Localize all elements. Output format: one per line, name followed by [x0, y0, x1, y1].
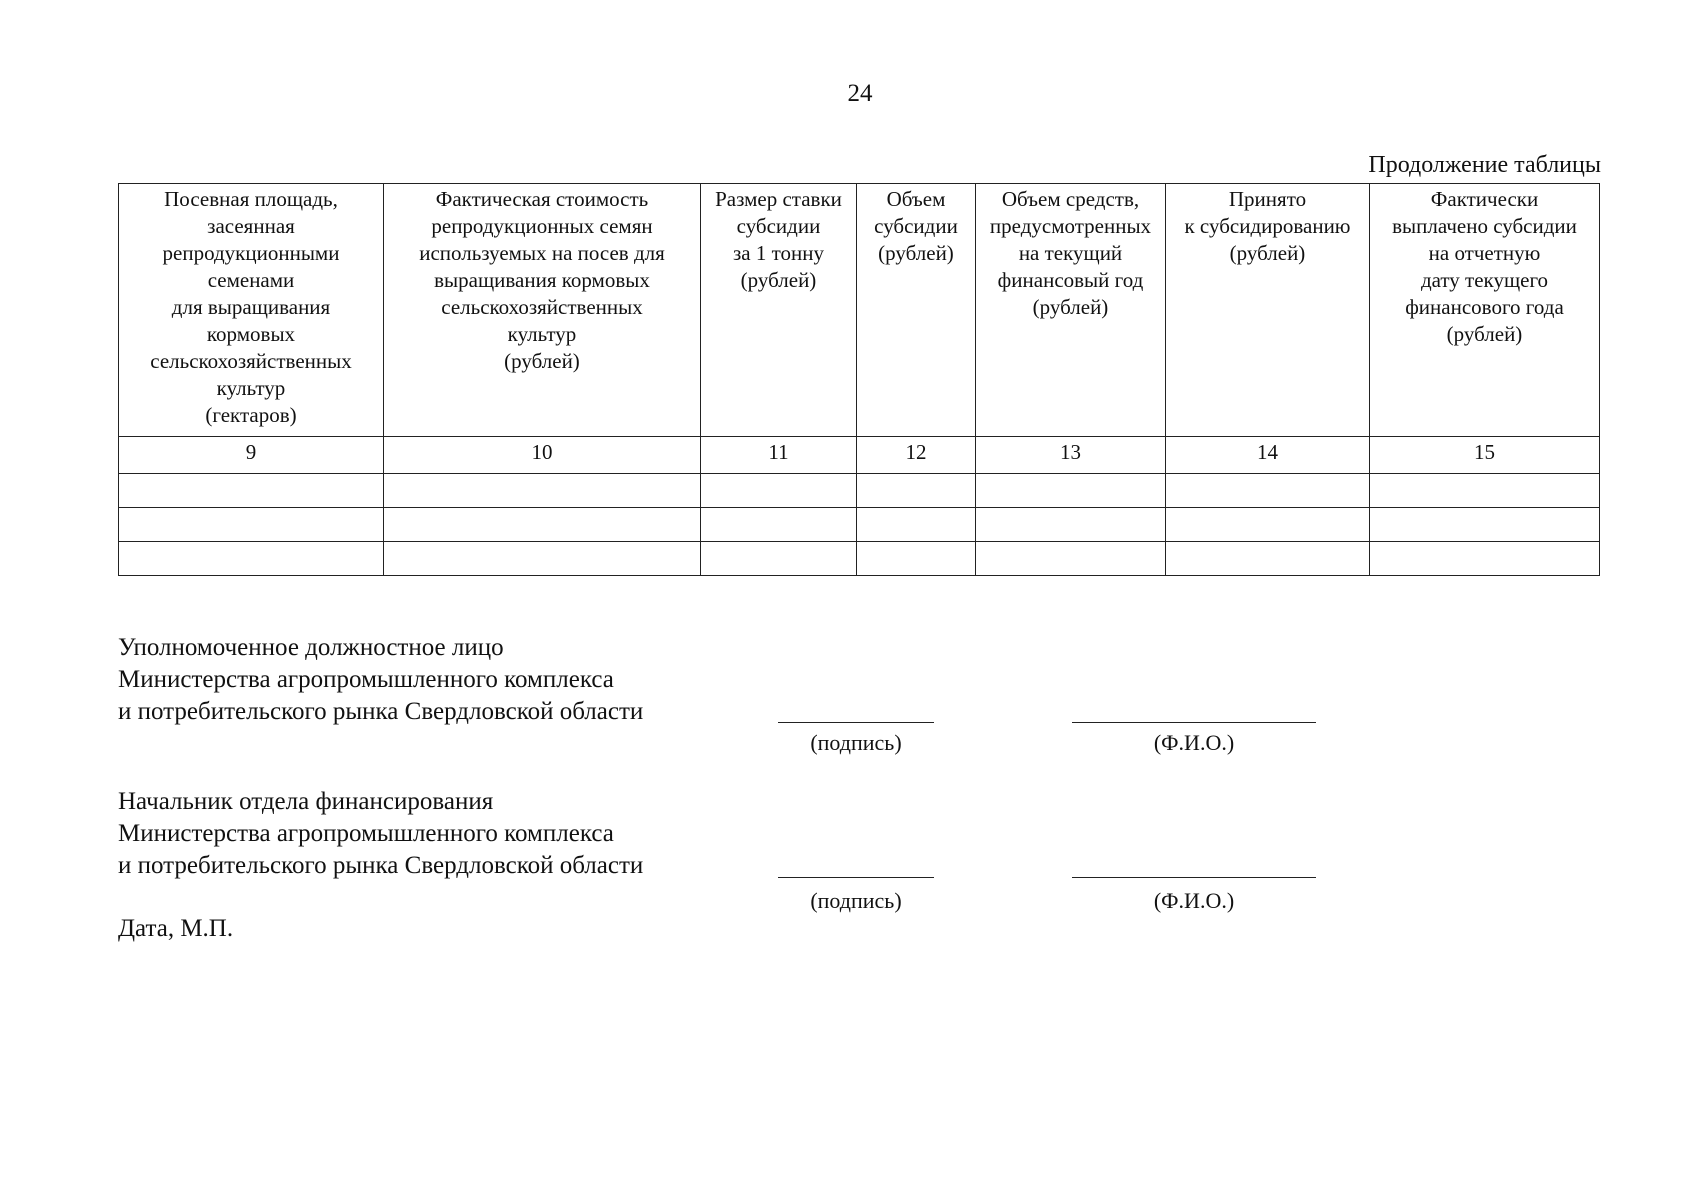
page-number: 24 [847, 80, 873, 107]
table-cell [119, 508, 384, 542]
table-row [119, 508, 1600, 542]
table-cell [701, 474, 857, 508]
signature-line [778, 722, 934, 723]
table-row [119, 474, 1600, 508]
table-cell [1166, 542, 1370, 576]
signature-title-line: и потребительского рынка Свердловской области [118, 852, 644, 879]
header-actually-paid: Фактически выплачено субсидии на отчетную дату текущего финансового года (рублей) [1370, 184, 1600, 437]
signature-caption: (подпись) [810, 888, 902, 913]
table-header-row [119, 184, 1600, 437]
signature-block-finance-head [118, 786, 643, 882]
table-row [119, 542, 1600, 576]
table-cell [857, 508, 976, 542]
column-number-row [119, 437, 1600, 474]
column-number: 9 [119, 437, 384, 474]
name-caption: (Ф.И.О.) [1153, 730, 1235, 755]
date-stamp-label: Дата, М.П. [118, 915, 234, 942]
table-cell [976, 474, 1166, 508]
signature-title-line: Уполномоченное должностное лицо [118, 634, 504, 661]
header-subsidy-volume: Объем субсидии (рублей) [857, 184, 976, 437]
table-cell [384, 542, 701, 576]
name-line [1072, 877, 1316, 878]
table-cell [1166, 508, 1370, 542]
table-cell [976, 542, 1166, 576]
signature-line [778, 877, 934, 878]
signature-title-line: Министерства агропромышленного комплекса [118, 666, 614, 693]
header-seed-cost: Фактическая стоимость репродукционных семян используемых на посев для выращивания кормовых сельскохозяйственных культур (рублей) [384, 184, 701, 437]
table-cell [119, 542, 384, 576]
header-planned-funds: Объем средств, предусмотренных на текущий финансовый год (рублей) [976, 184, 1166, 437]
table-continuation-label: Продолжение таблицы [1368, 152, 1601, 178]
table-cell [1370, 474, 1600, 508]
column-number: 15 [1370, 437, 1600, 474]
subsidy-table [118, 183, 1600, 576]
header-sown-area: Посевная площадь, засеянная репродукционными семенами для выращивания кормовых сельскохозяйственных культур (гектаров) [119, 184, 384, 437]
table-cell [1370, 508, 1600, 542]
table-cell [384, 508, 701, 542]
table-cell [857, 474, 976, 508]
name-caption: (Ф.И.О.) [1153, 888, 1235, 913]
column-number: 13 [976, 437, 1166, 474]
signature-title-line: и потребительского рынка Свердловской области [118, 698, 644, 725]
header-accepted: Принято к субсидированию (рублей) [1166, 184, 1370, 437]
table-cell [701, 542, 857, 576]
signature-title-line: Начальник отдела финансирования [118, 788, 494, 815]
table-cell [976, 508, 1166, 542]
signature-title-line: Министерства агропромышленного комплекса [118, 820, 614, 847]
signature-caption: (подпись) [810, 730, 902, 755]
column-number: 14 [1166, 437, 1370, 474]
table-cell [1166, 474, 1370, 508]
signature-block-authorized-official [118, 632, 643, 728]
table-cell [384, 474, 701, 508]
table-cell [1370, 542, 1600, 576]
name-line [1072, 722, 1316, 723]
header-rate-per-ton: Размер ставки субсидии за 1 тонну (рублей) [701, 184, 857, 437]
table-cell [857, 542, 976, 576]
column-number: 10 [384, 437, 701, 474]
table-cell [119, 474, 384, 508]
column-number: 12 [857, 437, 976, 474]
column-number: 11 [701, 437, 857, 474]
table-cell [701, 508, 857, 542]
